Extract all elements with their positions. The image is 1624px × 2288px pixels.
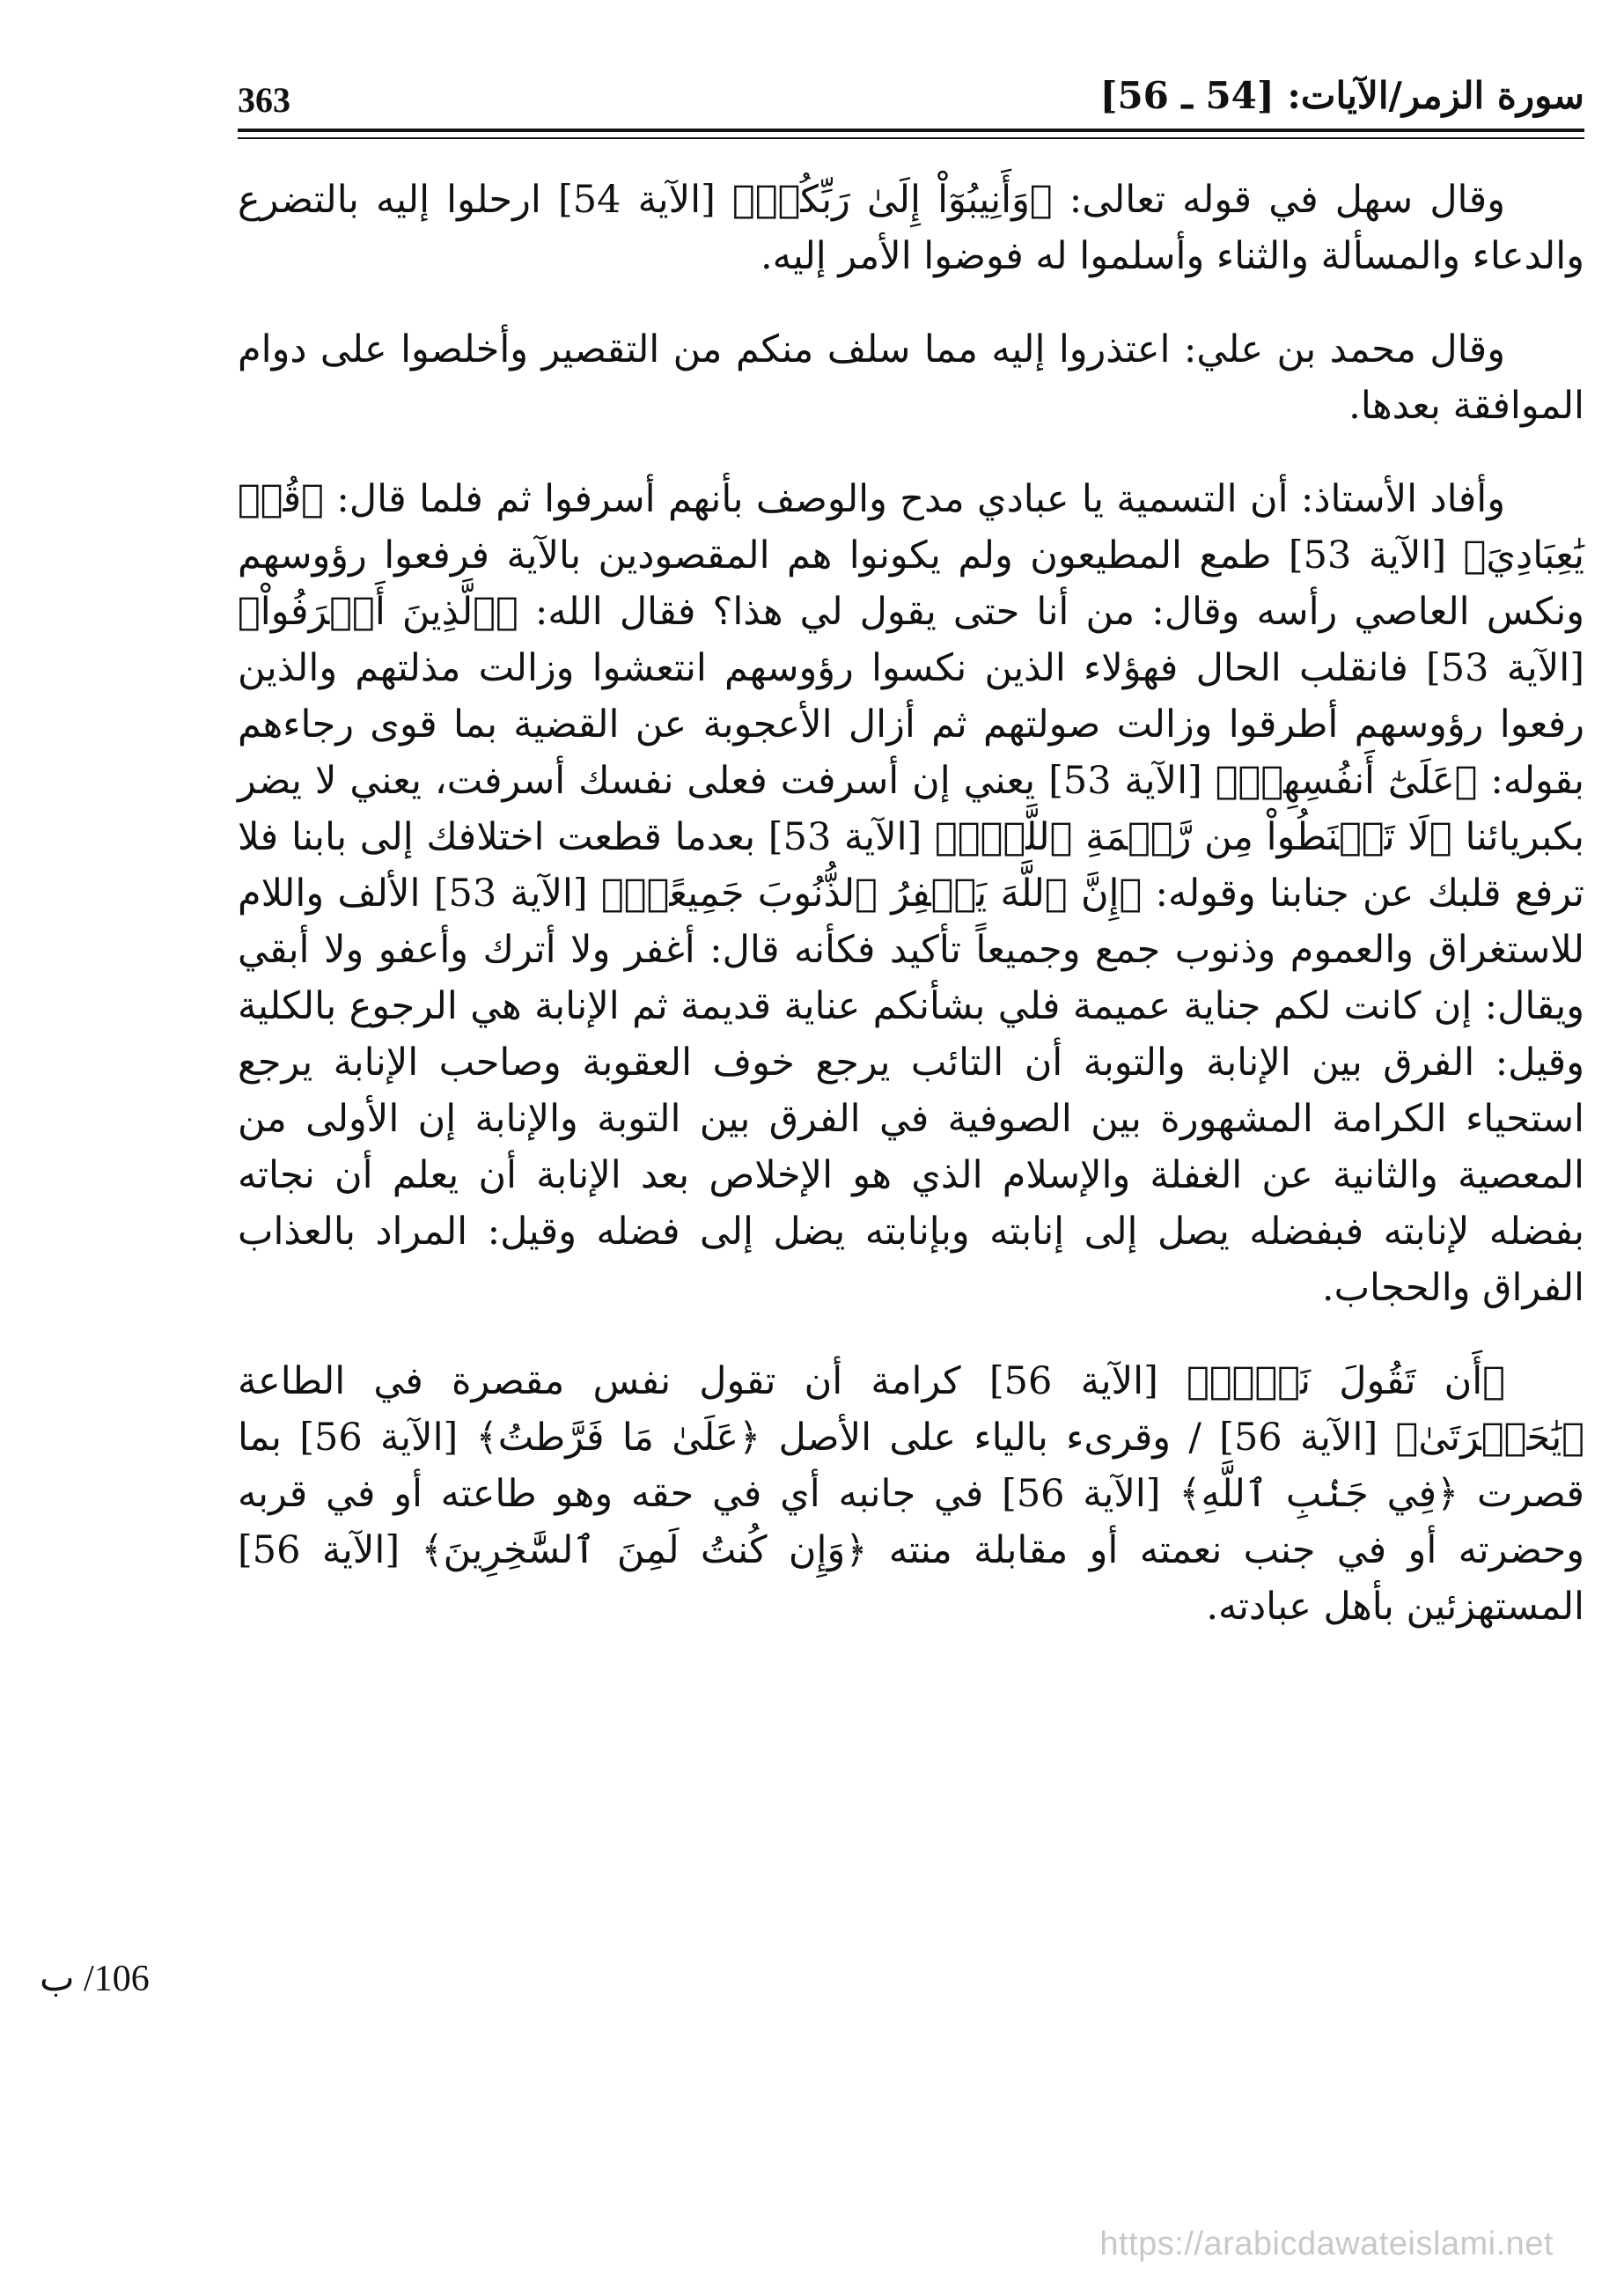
page-header <box>238 62 1584 123</box>
paragraph-ustadh: وأفاد الأستاذ: أن التسمية يا عبادي مدح والوصف بأنهم أسرفوا ثم فلما قال: ﴿قُلۡ يَٰعِبَادِيَ﴾ [الآية 53] طمع المطيعون ولم يكونوا هم المقصودين بالآية فرفعوا رؤوسهم ونكس العاصي رأسه وقال: من أنا حتى يقول لي هذا؟ فقال الله: ﴿ٱلَّذِينَ أَسۡرَفُواْ﴾ [الآية 53] فانقلب الحال فهؤلاء الذين نكسوا رؤوسهم انتعشوا وزالت مذلتهم والذين رفعوا رؤوسهم أطرقوا وزالت صولتهم ثم أزال الأعجوبة عن القضية بما قوى رجاءهم بقوله: ﴿عَلَىٰٓ أَنفُسِهِمۡ﴾ [الآية 53] يعني إن أسرفت فعلى نفسك أسرفت، يعني لا يضر بكبريائنا ﴿لَا تَقۡنَطُواْ مِن رَّحۡمَةِ ٱللَّهِۚ﴾ [الآية 53] بعدما قطعت اختلافك إلى بابنا فلا ترفع قلبك عن جنابنا وقوله: ﴿إِنَّ ٱللَّهَ يَغۡفِرُ ٱلذُّنُوبَ جَمِيعًاۚ﴾ [الآية 53] الألف واللام للاستغراق والعموم وذنوب جمع وجميعاً تأكيد فكأنه قال: أغفر ولا أترك وأعفو ولا أبقي ويقال: إن كانت لكم جناية عميمة فلي بشأنكم عناية قديمة ثم الإنابة هي الرجوع بالكلية وقيل: الفرق بين الإنابة والتوبة أن التائب يرجع خوف العقوبة وصاحب الإنابة يرجع استحياء الكرامة المشهورة بين الصوفية في الفرق بين التوبة والإنابة إن الأولى من المعصية والثانية عن الغفلة والإسلام الذي هو الإخلاص بعد الإنابة أن يعلم أن نجاته بفضله لإنابته فبفضله يصل إلى إنابته وبإنابته يضل إلى فضله وقيل: المراد بالعذاب الفراق والحجاب. <box>238 477 1585 1310</box>
page-number: 363 <box>238 80 290 120</box>
page-body <box>238 172 1584 1672</box>
running-title: سورة الزمر/الآيات: [54 ـ 56] <box>1099 74 1584 117</box>
header-rule-thin <box>238 137 1584 139</box>
paragraph-taqula-nafs: ﴿أَن تَقُولَ نَفۡسٞ﴾ [الآية 56] كرامة أن تقول نفس مقصرة في الطاعة ﴿يَٰحَسۡرَتَىٰ﴾ [الآية 56] / وقرىء بالياء على الأصل ﴿عَلَىٰ مَا فَرَّطتُ﴾ [الآية 56] بما قصرت ﴿فِي جَنۢبِ ٱللَّهِ﴾ [الآية 56] في جانبه أي في حقه وهو طاعته أو في قربه وحضرته أو في جنب نعمته أو مقابلة منته ﴿وَإِن كُنتُ لَمِنَ ٱلسَّٰخِرِينَ﴾ [الآية 56] المستهزئين بأهل عبادته. <box>238 1359 1585 1629</box>
paragraph-muhammad-bin-ali: وقال محمد بن علي: اعتذروا إليه مما سلف منكم من التقصير وأخلصوا على دوام الموافقة بعدها. <box>238 327 1584 428</box>
watermark-url: https://arabicdawateislami.net <box>1099 2225 1554 2262</box>
paragraph-sahl: وقال سهل في قوله تعالى: ﴿وَأَنِيبُوٓاْ إِلَىٰ رَبِّكُمۡ﴾ [الآية 54] ارحلوا إليه بالتضرع والدعاء والمسألة والثناء وأسلموا له فوضوا الأمر إليه. <box>238 178 1584 278</box>
manuscript-folio-note: 106/ ب <box>40 1959 150 1999</box>
header-rule-thick <box>238 129 1584 132</box>
